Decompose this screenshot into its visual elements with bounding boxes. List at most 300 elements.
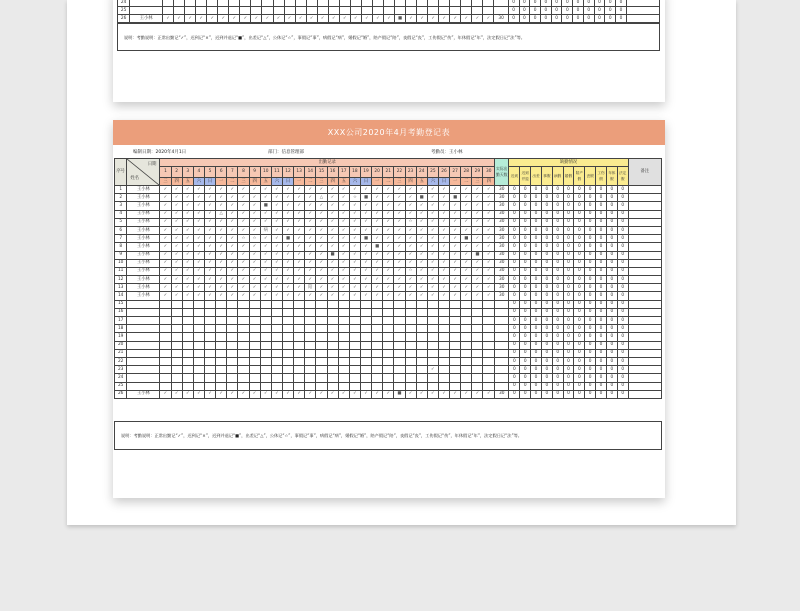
attendance-mark-cell: ✓ [204,390,215,398]
absence-count: 0 [520,317,531,325]
attendance-mark-cell: ✓ [284,15,295,23]
attendance-mark-cell [182,341,193,349]
absence-count: 0 [617,226,628,234]
absence-count: 0 [509,357,520,365]
remark-cell [628,292,661,300]
attendance-mark-cell: ✓ [316,226,327,234]
attendance-mark-cell [271,341,282,349]
table-row [115,210,662,218]
leave-type-header: 迟到并退 [520,167,531,186]
attendance-mark-cell [450,341,461,349]
attendance-mark-cell: ✓ [171,210,182,218]
attendance-mark-cell: ✓ [394,284,405,292]
attendance-mark-cell [316,325,327,333]
absence-count: 0 [585,333,596,341]
attendance-mark-cell: ✓ [372,259,383,267]
attendance-mark-cell: ✓ [294,202,305,210]
legend-text: 说明：考勤说明：正常出勤记“✓”，迟到记“×”，迟到并退记“■”，出差记“△”，公休记“☆”，事假记“事”，病假记“病”，婚假记“婚”，陪产假记“陪”，丧假记“丧”，工伤假记“伤”，年休假记“年”，法定假日记“法”等。 [121,433,522,438]
attendance-mark-cell: ✓ [438,186,449,194]
attendance-mark-cell [295,7,306,15]
attendance-mark-cell [450,7,461,15]
absence-count: 0 [552,382,563,390]
attendance-mark-cell: ✓ [216,243,227,251]
absence-count: 0 [563,267,574,275]
weekday-header: 三 [238,178,249,186]
attendance-mark-cell [416,357,427,365]
actual-days-value [495,374,509,382]
absence-count: 0 [574,267,585,275]
attendance-mark-cell [204,374,215,382]
attendance-mark-cell [227,317,238,325]
attendance-mark-cell: ✓ [450,292,461,300]
attendance-mark-cell: ✓ [216,251,227,259]
attendance-mark-cell [249,349,260,357]
absence-count: 0 [520,235,531,243]
attendance-mark-cell: ✓ [327,218,338,226]
absence-count: 0 [606,235,617,243]
attendance-mark-cell: ✓ [238,186,249,194]
attendance-mark-cell: ✓ [438,218,449,226]
attendance-mark-cell [338,317,349,325]
attendance-mark-cell: ✓ [271,292,282,300]
absence-count: 0 [585,308,596,316]
attendance-mark-cell: ✓ [282,194,293,202]
attendance-mark-cell: ✓ [204,194,215,202]
absence-count: 0 [596,308,607,316]
absence-count: 0 [509,243,520,251]
day-number-header: 11 [271,167,282,178]
attendance-mark-cell: ✓ [338,226,349,234]
attendance-mark-cell [227,300,238,308]
attendance-mark-cell [405,325,416,333]
attendance-mark-cell [372,300,383,308]
attendance-mark-cell [416,382,427,390]
absence-count: 0 [617,292,628,300]
absence-count: 0 [552,357,563,365]
weekday-header: 一 [372,178,383,186]
attendance-mark-cell [428,7,439,15]
attendance-mark-cell: ✓ [349,267,360,275]
attendance-mark-cell [349,374,360,382]
day-number-header: 12 [282,167,293,178]
absence-count: 0 [574,333,585,341]
table-row [115,300,662,308]
attendance-mark-cell [416,308,427,316]
attendance-mark-cell: ✓ [427,243,438,251]
absence-count: 0 [531,390,542,398]
attendance-mark-cell: ✓ [316,218,327,226]
absence-count: 0 [541,267,552,275]
absence-count: 0 [520,349,531,357]
attendance-mark-cell [483,325,495,333]
attendance-mark-cell: ✓ [305,390,316,398]
absence-count: 0 [606,210,617,218]
attendance-mark-cell: ✓ [360,292,371,300]
attendance-mark-cell: ✓ [394,292,405,300]
day-number-header: 9 [249,167,260,178]
attendance-mark-cell: ✓ [238,210,249,218]
attendance-mark-cell: ✓ [483,186,495,194]
attendance-mark-cell: ✓ [160,186,171,194]
attendance-mark-cell: ✓ [182,276,193,284]
absence-count: 0 [596,243,607,251]
row-number: 9 [115,251,127,259]
attendance-mark-cell: ✓ [260,259,271,267]
attendance-mark-cell [450,366,461,374]
actual-days-value: 30 [495,251,509,259]
attendance-mark-cell: ✓ [171,292,182,300]
attendance-mark-cell: ✓ [171,186,182,194]
absence-count: 0 [596,235,607,243]
attendance-mark-cell: ✓ [249,284,260,292]
attendance-mark-cell: ✓ [427,259,438,267]
attendance-mark-cell: ✓ [327,390,338,398]
attendance-mark-cell: ✓ [461,390,472,398]
attendance-mark-cell: ✓ [160,292,171,300]
absence-count: 0 [574,382,585,390]
absence-count: 0 [520,308,531,316]
attendance-mark-cell: ✓ [450,218,461,226]
absence-count: 0 [531,300,542,308]
attendance-mark-cell: ✓ [271,251,282,259]
attendance-mark-cell: ✓ [316,292,327,300]
attendance-mark-cell [450,317,461,325]
remark-cell [628,251,661,259]
attendance-mark-cell: ✓ [427,267,438,275]
absence-count: 0 [606,382,617,390]
attendance-mark-cell: ✓ [405,186,416,194]
attendance-mark-cell [405,349,416,357]
attendance-mark-cell: ✓ [193,235,204,243]
absence-count: 0 [574,357,585,365]
absence-count: 0 [596,333,607,341]
weekday-header: 日 [360,178,371,186]
absence-count: 0 [606,325,617,333]
attendance-mark-cell [182,317,193,325]
absence-count: 0 [585,366,596,374]
attendance-mark-cell: ✓ [171,218,182,226]
attendance-mark-cell [171,349,182,357]
absence-count: 0 [509,276,520,284]
absence-count: 0 [606,333,617,341]
attendance-mark-cell [240,7,251,15]
attendance-mark-cell: ✓ [483,276,495,284]
absence-count: 0 [617,366,628,374]
employee-name: 王小林 [130,15,163,23]
attendance-mark-cell: ✓ [438,276,449,284]
employee-name: 王小林 [127,243,160,251]
attendance-mark-cell: ✓ [461,186,472,194]
attendance-mark-cell [182,308,193,316]
attendance-mark-cell: ✓ [282,210,293,218]
attendance-mark-cell: ✓ [383,194,394,202]
attendance-mark-cell [282,341,293,349]
absence-count: 0 [519,7,530,15]
table-row [115,284,662,292]
absence-count: 0 [508,7,519,15]
attendance-mark-cell: ✓ [273,15,284,23]
attendance-mark-cell [338,374,349,382]
attendance-mark-cell: ✓ [294,235,305,243]
attendance-mark-cell: ✓ [416,251,427,259]
weekday-header: 二 [227,178,238,186]
attendance-mark-cell [416,366,427,374]
attendance-mark-cell [416,333,427,341]
attendance-mark-cell: ✓ [171,202,182,210]
attendance-mark-cell [483,317,495,325]
weekday-header: 六 [193,178,204,186]
attendance-mark-cell: ✓ [294,292,305,300]
attendance-mark-cell [349,366,360,374]
remark-cell [628,308,661,316]
attendance-mark-cell [305,366,316,374]
table-row [115,349,662,357]
absence-count: 0 [574,202,585,210]
remark-cell [628,341,661,349]
attendance-mark-cell [338,366,349,374]
attendance-mark-cell: ✓ [238,267,249,275]
absence-count: 0 [617,349,628,357]
attendance-mark-cell: ✓ [227,226,238,234]
attendance-mark-cell [361,7,372,15]
absence-count: 0 [541,341,552,349]
day-number-header: 6 [216,167,227,178]
attendance-mark-cell: ✓ [338,235,349,243]
attendance-mark-cell [171,366,182,374]
row-number: 18 [115,325,127,333]
attendance-mark-cell: ✓ [349,251,360,259]
absence-count: 0 [617,259,628,267]
table-row [115,308,662,316]
attendance-mark-cell [273,7,284,15]
attendance-mark-cell [294,341,305,349]
attendance-mark-cell [483,7,494,15]
attendance-mark-cell [305,300,316,308]
attendance-mark-cell: ✓ [249,390,260,398]
attendance-mark-cell [372,366,383,374]
attendance-mark-cell [282,357,293,365]
attendance-mark-cell: ✓ [196,15,207,23]
absence-count: 0 [574,276,585,284]
attendance-mark-cell [238,349,249,357]
attendance-mark-cell [461,7,472,15]
absence-count: 0 [552,210,563,218]
attendance-mark-cell: ✓ [282,218,293,226]
attendance-mark-cell: ✓ [438,194,449,202]
attendance-mark-cell: ■ [461,235,472,243]
absence-count: 0 [520,357,531,365]
attendance-mark-cell [271,300,282,308]
attendance-mark-cell [349,333,360,341]
absence-count: 0 [508,15,519,23]
attendance-mark-cell: ✓ [450,15,461,23]
attendance-mark-cell: ✓ [405,243,416,251]
attendance-mark-cell [282,374,293,382]
absence-count: 0 [574,292,585,300]
page-1 [113,0,665,102]
employee-name [127,300,160,308]
absence-count: 0 [541,226,552,234]
actual-days-value: 30 [494,15,508,23]
attendance-mark-cell: ✓ [350,15,361,23]
weekday-header: 日 [282,178,293,186]
attendance-mark-cell: ✓ [472,218,483,226]
attendance-mark-cell: ✓ [483,251,495,259]
attendance-mark-cell: ✓ [160,284,171,292]
absence-count: 0 [541,382,552,390]
attendance-mark-cell: ✓ [439,15,450,23]
attendance-mark-cell: ✓ [372,15,383,23]
absence-count: 0 [552,349,563,357]
attendance-mark-cell: ✓ [427,194,438,202]
absence-count: 0 [574,186,585,194]
absence-count: 0 [585,390,596,398]
actual-days-value [495,300,509,308]
attendance-mark-cell: ✓ [461,202,472,210]
absence-count: 0 [531,325,542,333]
attendance-mark-cell: ✓ [260,194,271,202]
absence-count: 0 [585,235,596,243]
day-number-header: 14 [305,167,316,178]
attendance-mark-cell [160,341,171,349]
actual-days-value: 30 [495,235,509,243]
attendance-mark-cell [438,349,449,357]
attendance-mark-cell [305,374,316,382]
absence-count: 0 [563,300,574,308]
weekday-header: 四 [249,178,260,186]
absence-count: 0 [617,276,628,284]
weekday-header: 一 [294,178,305,186]
attendance-mark-cell [207,7,218,15]
actual-days-value [495,308,509,316]
attendance-mark-cell: ✓ [294,276,305,284]
attendance-mark-cell: ✓ [316,186,327,194]
absence-count: 0 [617,341,628,349]
absence-count: 0 [563,308,574,316]
absence-count: 0 [520,325,531,333]
day-number-header: 30 [483,167,495,178]
absence-count: 0 [585,292,596,300]
absence-count: 0 [606,194,617,202]
attendance-mark-cell: ☆ [238,235,249,243]
absence-count: 0 [594,0,605,7]
attendance-mark-cell: ✓ [171,259,182,267]
attendance-mark-cell [416,374,427,382]
attendance-mark-cell [182,374,193,382]
attendance-mark-cell [383,374,394,382]
absence-count: 0 [616,0,627,7]
attendance-mark-cell [450,349,461,357]
absence-count: 0 [509,292,520,300]
attendance-table [114,158,662,399]
remark-cell [628,390,661,398]
attendance-mark-cell [327,382,338,390]
weekday-header: 三 [316,178,327,186]
weekday-header: 日 [438,178,449,186]
attendance-mark-cell: ✓ [204,251,215,259]
attendance-mark-cell: ✓ [372,186,383,194]
date-name-corner-header [127,159,160,186]
attendance-mark-cell: ✓ [360,210,371,218]
attendance-mark-cell [461,341,472,349]
row-number: 25 [115,382,127,390]
leave-type-header: 法定假 [617,167,628,186]
attendance-mark-cell: ✓ [472,202,483,210]
attendance-mark-cell: ✓ [216,186,227,194]
attendance-mark-cell: ✓ [182,243,193,251]
attendance-mark-cell: ✓ [472,226,483,234]
attendance-mark-cell: ✓ [338,202,349,210]
attendance-mark-cell: ✓ [360,226,371,234]
employee-name [127,374,160,382]
absence-count: 0 [520,251,531,259]
attendance-mark-cell [427,333,438,341]
attendance-mark-cell: ■ [260,202,271,210]
attendance-mark-cell: ✓ [305,218,316,226]
absence-count: 0 [509,186,520,194]
attendance-mark-cell: ✓ [249,226,260,234]
attendance-mark-cell: ✓ [182,284,193,292]
attendance-mark-cell [472,300,483,308]
row-number: 11 [115,267,127,275]
attendance-mark-cell: ✓ [349,210,360,218]
attendance-mark-cell [216,308,227,316]
attendance-mark-cell: ✓ [338,284,349,292]
attendance-mark-cell: ✓ [427,210,438,218]
absence-count: 0 [520,300,531,308]
attendance-mark-cell [417,7,428,15]
absence-count: 0 [606,341,617,349]
absence-count: 0 [541,292,552,300]
attendance-mark-cell [271,308,282,316]
attendance-mark-cell [204,300,215,308]
table-row [115,374,662,382]
absence-count: 0 [540,15,551,23]
actual-days-value: 30 [495,210,509,218]
attendance-mark-cell [227,308,238,316]
attendance-mark-cell [450,374,461,382]
employee-name [127,308,160,316]
attendance-mark-cell [395,7,406,15]
attendance-mark-cell [294,308,305,316]
weekday-header: 六 [271,178,282,186]
attendance-mark-cell: ✓ [483,235,495,243]
absence-count: 0 [552,194,563,202]
attendance-mark-cell [271,349,282,357]
actual-days-value [495,366,509,374]
attendance-mark-cell: ■ [450,194,461,202]
attendance-mark-cell: ✓ [483,243,495,251]
attendance-mark-cell: ✓ [249,243,260,251]
attendance-mark-cell [327,325,338,333]
attendance-mark-cell: ✓ [294,243,305,251]
absence-count: 0 [531,308,542,316]
attendance-mark-cell: ✓ [372,194,383,202]
attendance-mark-cell: ✓ [417,15,428,23]
attendance-mark-cell: ✓ [472,186,483,194]
attendance-mark-cell: ✓ [294,210,305,218]
weekday-header: 二 [305,178,316,186]
employee-name [127,349,160,357]
attendance-mark-cell [405,308,416,316]
attendance-mark-cell: ✓ [185,15,196,23]
employee-name: 王小林 [127,267,160,275]
attendance-mark-cell [305,357,316,365]
attendance-mark-cell: ✓ [260,186,271,194]
attendance-mark-cell: 病 [260,226,271,234]
absence-count: 0 [509,366,520,374]
attendance-mark-cell [383,300,394,308]
